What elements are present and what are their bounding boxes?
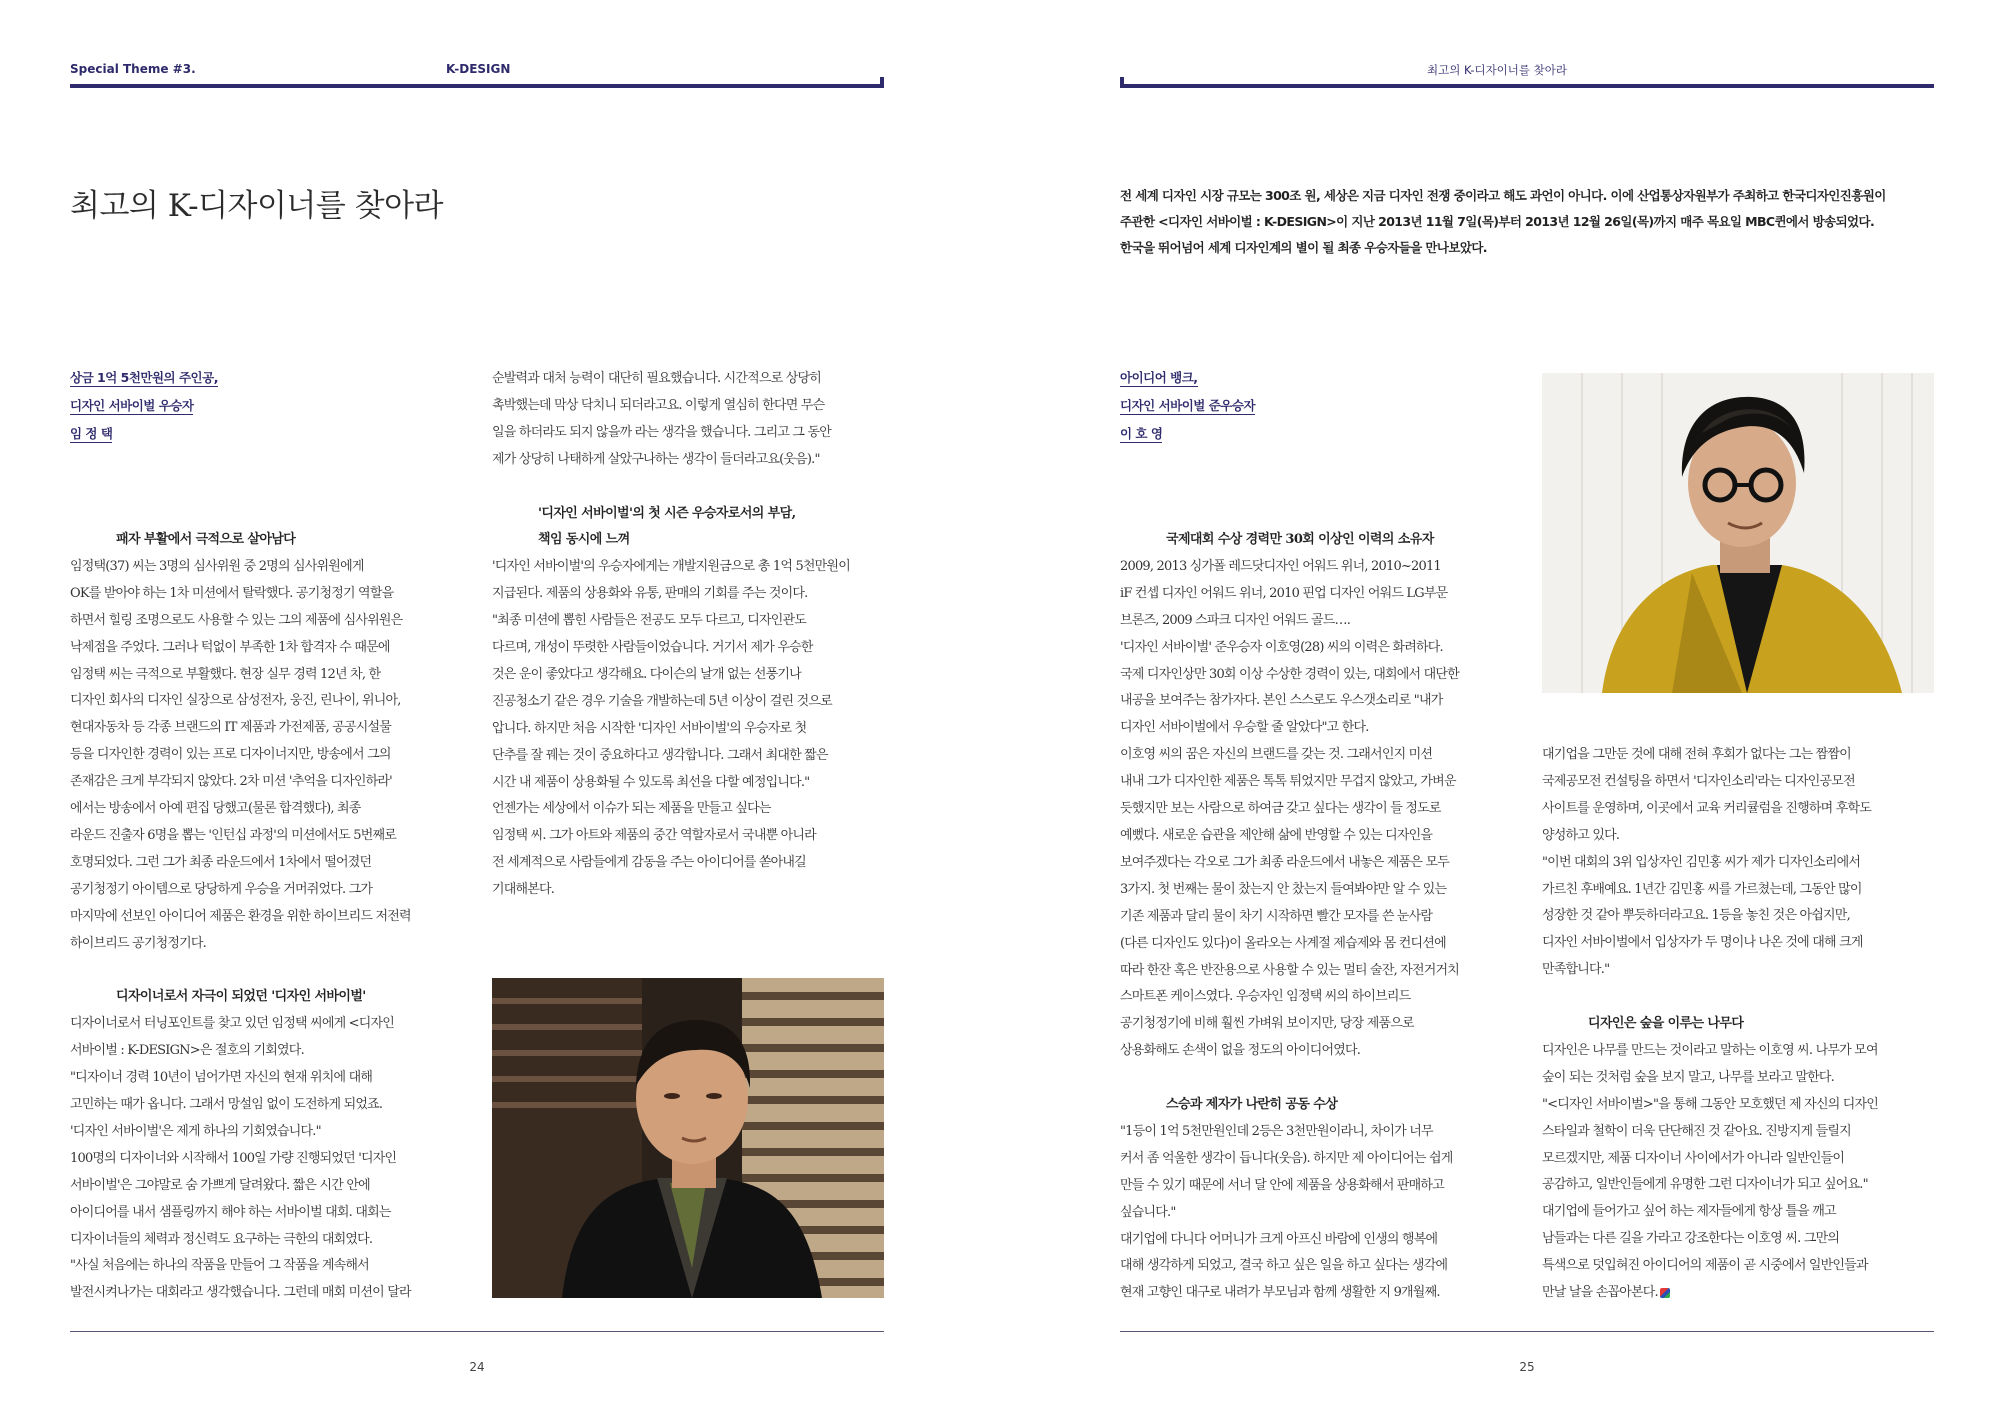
body-line: 지급된다. 제품의 상용화와 유통, 판매의 기회를 주는 것이다. — [492, 586, 808, 602]
body-line: 보여주겠다는 각오로 그가 최종 라운드에서 내놓은 제품은 모두 — [1120, 854, 1450, 870]
body-line: "사실 처음에는 하나의 작품을 만들어 그 작품을 계속해서 — [70, 1258, 369, 1274]
body-line: 내내 그가 디자인한 제품은 톡톡 튀었지만 무겁지 않았고, 가벼운 — [1120, 774, 1456, 790]
body-line: 스타일과 철학이 더욱 단단해진 것 같아요. 진방지게 들릴지 — [1542, 1123, 1851, 1139]
body-line: 숲이 되는 것처럼 숲을 보지 말고, 나무를 보라고 말한다. — [1542, 1069, 1834, 1085]
body-line: 라운드 진출자 6명을 뽑는 '인턴십 과정'의 미션에서도 5번째로 — [70, 827, 397, 843]
body-line: 내공을 보여주는 참가자다. 본인 스스로도 우스갯소리로 "내가 — [1120, 693, 1443, 709]
body-line: '디자인 서바이벌'의 우승자에게는 개발지원금으로 총 1억 5천만원이 — [492, 559, 850, 575]
page-number: 25 — [1519, 1360, 1535, 1374]
body-line: 아이디어를 내서 샘플링까지 해야 하는 서바이벌 대회. 대회는 — [70, 1204, 391, 1220]
body-line: 공감하고, 일반인들에게 유명한 그런 디자이너가 되고 싶어요." — [1542, 1177, 1868, 1193]
body-line: 고민하는 때가 옵니다. 그래서 망설임 없이 도전하게 되었죠. — [70, 1097, 383, 1113]
body-line: (다른 디자인도 있다)이 올라오는 사계절 제습제와 몸 컨디션에 — [1120, 935, 1446, 951]
body-line: "<디자인 서바이벌>"을 통해 그동안 모호했던 제 자신의 디자인 — [1542, 1096, 1879, 1112]
body-line: "1등이 1억 5천만원인데 2등은 3천만원이라니, 차이가 너무 — [1120, 1123, 1433, 1139]
right-page — [998, 0, 1996, 1412]
body-line: 서바이벌'은 그야말로 숨 가쁘게 달려왔다. 짧은 시간 안에 — [70, 1177, 370, 1193]
body-line: 예뻤다. 새로운 습관을 제안해 삶에 반영할 수 있는 디자인을 — [1120, 827, 1433, 843]
profile-line: 디자인 서바이벌 준우승자 — [1120, 398, 1256, 413]
body-line: 3가지. 첫 번째는 물이 찼는지 안 찼는지 들여봐야만 알 수 있는 — [1120, 881, 1447, 897]
portrait-illustration — [492, 978, 884, 1298]
runnerup-profile — [1120, 364, 1255, 448]
lead-line: 한국을 뛰어넘어 세계 디자인계의 별이 될 최종 우승자들을 만나보았다. — [1120, 240, 1487, 255]
body-line: 대해 생각하게 되었고, 결국 하고 싶은 일을 하고 싶다는 생각에 — [1120, 1258, 1448, 1274]
page-number: 24 — [469, 1360, 485, 1374]
body-line: 커서 좀 억울한 생각이 듭니다(웃음). 하지만 제 아이디어는 쉽게 — [1120, 1150, 1453, 1166]
body-line: 기존 제품과 달리 물이 차기 시작하면 빨간 모자를 쓴 눈사람 — [1120, 908, 1433, 924]
body-line: 압니다. 하지만 처음 시작한 '디자인 서바이벌'의 우승자로 첫 — [492, 720, 807, 736]
body-line: 임정택(37) 씨는 3명의 심사위원 중 2명의 심사위원에게 — [70, 558, 364, 574]
section-topic: K-DESIGN — [446, 62, 511, 76]
body-line: OK를 받아야 하는 1차 미션에서 탈락했다. 공기청정기 역할을 — [70, 585, 394, 601]
section-label: Special Theme #3. — [70, 62, 196, 76]
body-line: 일을 하더라도 되지 않을까 라는 생각을 했습니다. 그리고 그 동안 — [492, 424, 832, 440]
paragraph-gap — [1542, 984, 1878, 1011]
body-line: 현재 고향인 대구로 내려가 부모님과 함께 생활한 지 9개월째. — [1120, 1285, 1440, 1301]
body-line: 가르친 후배예요. 1년간 김민홍 씨를 가르쳤는데, 그동안 많이 — [1542, 881, 1862, 897]
body-line: 것은 운이 좋았다고 생각해요. 다이슨의 날개 없는 선풍기나 — [492, 666, 801, 682]
body-line: 양성하고 있다. — [1542, 827, 1620, 843]
body-line: 발전시켜나가는 대회라고 생각했습니다. 그런데 매회 미션이 달라 — [70, 1285, 411, 1301]
body-line: 국제 디자인상만 30회 이상 수상한 경력이 있는, 대회에서 대단한 — [1120, 666, 1459, 682]
body-line: 디자이너로서 터닝포인트를 찾고 있던 임정택 씨에게 <디자인 — [70, 1016, 395, 1032]
body-line: 공기청정기에 비해 훨씬 가벼워 보이지만, 당장 제품으로 — [1120, 1016, 1414, 1032]
body-line: 듯했지만 보는 사람으로 하여금 갖고 싶다는 생각이 들 정도로 — [1120, 801, 1441, 817]
subheading: 스승과 제자가 나란히 공동 수상 — [1166, 1097, 1338, 1113]
body-line: 만날 날을 손꼽아본다. — [1542, 1280, 1878, 1307]
body-line: 디자인은 나무를 만드는 것이라고 말하는 이호영 씨. 나무가 모여 — [1542, 1042, 1878, 1058]
body-line: 하면서 힐링 조명으로도 사용할 수 있는 그의 제품에 심사위원은 — [70, 612, 403, 628]
left-column-1 — [70, 527, 411, 1307]
body-line: 디자인 서바이벌에서 우승할 줄 알았다"고 한다. — [1120, 720, 1369, 736]
paragraph-gap — [492, 474, 850, 501]
footer-rule — [70, 1331, 884, 1332]
body-line: 제가 상당히 나태하게 살았구나하는 생각이 들더라고요(웃음)." — [492, 451, 820, 467]
profile-line: 임 정 택 — [70, 426, 113, 441]
body-line: 시간 내 제품이 상용화될 수 있도록 최선을 다할 예정입니다." — [492, 774, 810, 790]
subheading: 패자 부활에서 극적으로 살아남다 — [116, 532, 296, 547]
header-rule — [70, 84, 884, 88]
body-line: 등을 디자인한 경력이 있는 프로 디자이너지만, 방송에서 그의 — [70, 747, 391, 763]
profile-line: 아이디어 뱅크, — [1120, 370, 1198, 385]
body-line: 현대자동차 등 각종 브랜드의 IT 제품과 가전제품, 공공시설물 — [70, 720, 392, 736]
body-line: 다르며, 개성이 뚜렷한 사람들이었습니다. 거기서 제가 우승한 — [492, 640, 813, 656]
end-mark-icon — [1660, 1288, 1670, 1298]
right-column-1 — [1120, 527, 1459, 1307]
body-line: 브론즈, 2009 스파크 디자인 어워드 골드…. — [1120, 612, 1351, 628]
portrait-illustration — [1542, 373, 1934, 693]
body-line: 서바이벌 : K-DESIGN>은 절호의 기회였다. — [70, 1043, 304, 1059]
body-line: "최종 미션에 뽑힌 사람들은 전공도 모두 다르고, 디자인관도 — [492, 613, 807, 629]
body-line: 따라 한잔 혹은 반잔용으로 사용할 수 있는 멀티 술잔, 자전거거치 — [1120, 962, 1460, 978]
body-line: "디자이너 경력 10년이 넘어가면 자신의 현재 위치에 대해 — [70, 1070, 373, 1086]
runnerup-photo — [1542, 373, 1934, 693]
body-line: '디자인 서바이벌' 준우승자 이호영(28) 씨의 이력은 화려하다. — [1120, 639, 1443, 655]
body-line: '디자인 서바이벌'은 제게 하나의 기회였습니다." — [70, 1123, 321, 1139]
paragraph-gap — [1120, 1065, 1459, 1092]
header-rule — [1120, 84, 1934, 88]
body-line: 남들과는 다른 길을 가라고 강조한다는 이호영 씨. 그만의 — [1542, 1231, 1840, 1247]
paragraph-gap — [70, 958, 411, 985]
subheading: 디자이너로서 자극이 되었던 '디자인 서바이벌' — [116, 989, 366, 1005]
article-title: 최고의 K-디자이너를 찾아라 — [70, 188, 443, 224]
body-line: 진공청소기 같은 경우 기술을 개발하는데 5년 이상이 걸린 것으로 — [492, 693, 832, 709]
subheading: 국제대회 수상 경력만 30회 이상인 이력의 소유자 — [1166, 532, 1434, 547]
body-line: 언젠가는 세상에서 이슈가 되는 제품을 만들고 싶다는 — [492, 801, 771, 817]
body-line: 전 세계적으로 사람들에게 감동을 주는 아이디어를 쏟아내길 — [492, 855, 806, 871]
body-line: 촉박했는데 막상 닥치니 되더라고요. 이렇게 열심히 한다면 무슨 — [492, 397, 825, 413]
body-line: 임정택 씨. 그가 아트와 제품의 중간 역할자로서 국내뿐 아니라 — [492, 828, 816, 844]
body-line: 성장한 것 같아 뿌듯하더라고요. 1등을 놓친 것은 아쉽지만, — [1542, 908, 1850, 924]
winner-photo — [492, 978, 884, 1298]
profile-line: 디자인 서바이벌 우승자 — [70, 398, 194, 413]
body-line: 대기업에 다니다 어머니가 크게 아프신 바람에 인생의 행복에 — [1120, 1231, 1438, 1247]
body-line: 대기업을 그만둔 것에 대해 전혀 후회가 없다는 그는 짬짬이 — [1542, 747, 1851, 762]
profile-line: 이 호 영 — [1120, 426, 1163, 441]
subheading: '디자인 서바이벌'의 첫 시즌 우승자로서의 부담, — [538, 505, 796, 521]
body-line: 존재감은 크게 부각되지 않았다. 2차 미션 '추억을 디자인하라' — [70, 774, 392, 790]
running-title: 최고의 K-디자이너를 찾아라 — [1427, 63, 1567, 77]
body-line: 국제공모전 컨설팅을 하면서 '디자인소리'라는 디자인공모전 — [1542, 773, 1855, 789]
body-line: 2009, 2013 싱가폴 레드닷디자인 어워드 위너, 2010~2011 — [1120, 558, 1441, 574]
body-line: 디자이너들의 체력과 정신력도 요구하는 극한의 대회였다. — [70, 1231, 373, 1247]
body-line: 호명되었다. 그런 그가 최종 라운드에서 1차에서 떨어졌던 — [70, 854, 372, 870]
left-column-2 — [492, 366, 850, 904]
right-column-2 — [1542, 742, 1878, 1307]
body-line: 상용화해도 손색이 없을 정도의 아이디어였다. — [1120, 1043, 1361, 1059]
body-line: 100명의 디자이너와 시작해서 100일 가량 진행되었던 '디자인 — [70, 1150, 397, 1166]
body-line: 임정택 씨는 극적으로 부활했다. 현장 실무 경력 12년 차, 한 — [70, 666, 381, 682]
body-line: 스마트폰 케이스였다. 우승자인 임정택 씨의 하이브리드 — [1120, 989, 1411, 1005]
body-line: 디자인 회사의 디자인 실장으로 삼성전자, 웅진, 린나이, 위니아, — [70, 693, 401, 709]
profile-line: 상금 1억 5천만원의 주인공, — [70, 370, 218, 385]
body-line: 디자인 서바이벌에서 입상자가 두 명이나 나온 것에 대해 크게 — [1542, 935, 1863, 951]
body-line: 사이트를 운영하며, 이곳에서 교육 커리큘럼을 진행하며 후학도 — [1542, 800, 1872, 816]
lead-line: 전 세계 디자인 시장 규모는 300조 원, 세상은 지금 디자인 전쟁 중이라고 해도 과언이 아니다. 이에 산업통상자원부가 주최하고 한국디자인진흥원이 — [1120, 188, 1886, 203]
body-line: 마지막에 선보인 아이디어 제품은 환경을 위한 하이브리드 저전력 — [70, 908, 411, 924]
body-line: 하이브리드 공기청정기다. — [70, 935, 207, 951]
body-line: 만족합니다." — [1542, 962, 1610, 978]
body-line: 싶습니다." — [1120, 1204, 1176, 1220]
body-line: 이호영 씨의 꿈은 자신의 브랜드를 갖는 것. 그래서인지 미션 — [1120, 747, 1433, 763]
body-line: 대기업에 들어가고 싶어 하는 제자들에게 항상 틀을 깨고 — [1542, 1204, 1836, 1220]
winner-profile — [70, 364, 218, 448]
body-line: "이번 대회의 3위 입상자인 김민홍 씨가 제가 디자인소리에서 — [1542, 854, 1861, 870]
body-line: 공기청정기 아이템으로 당당하게 우승을 거머쥐었다. 그가 — [70, 881, 373, 897]
subheading: 책임 동시에 느껴 — [538, 532, 630, 548]
body-line: 낙제점을 주었다. 그러나 턱없이 부족한 1차 합격자 수 때문에 — [70, 639, 390, 655]
footer-rule — [1120, 1331, 1934, 1332]
body-line: 에서는 방송에서 아예 편집 당했고(물론 합격했다), 최종 — [70, 801, 361, 817]
article-lead — [1120, 183, 1886, 261]
lead-line: 주관한 <디자인 서바이벌 : K-DESIGN>이 지난 2013년 11월 7일(목)부터 2013년 12월 26일(목)까지 매주 목요일 MBC퀸에서 방송되었다. — [1120, 214, 1875, 229]
body-line: 단추를 잘 꿰는 것이 중요하다고 생각합니다. 그래서 최대한 짧은 — [492, 747, 828, 763]
body-line: 순발력과 대처 능력이 대단히 필요했습니다. 시간적으로 상당히 — [492, 371, 822, 386]
subheading: 디자인은 숲을 이루는 나무다 — [1588, 1016, 1744, 1032]
body-line: 특색으로 덧입혀진 아이디어의 제품이 곧 시중에서 일반인들과 — [1542, 1258, 1868, 1274]
body-line: 기대해본다. — [492, 882, 555, 898]
body-line: iF 컨셉 디자인 어워드 위너, 2010 핀업 디자인 어워드 LG부문 — [1120, 585, 1448, 601]
body-line: 모르겠지만, 제품 디자이너 사이에서가 아니라 일반인들이 — [1542, 1150, 1845, 1166]
body-line: 만들 수 있기 때문에 서너 달 안에 제품을 상용화해서 판매하고 — [1120, 1177, 1444, 1193]
